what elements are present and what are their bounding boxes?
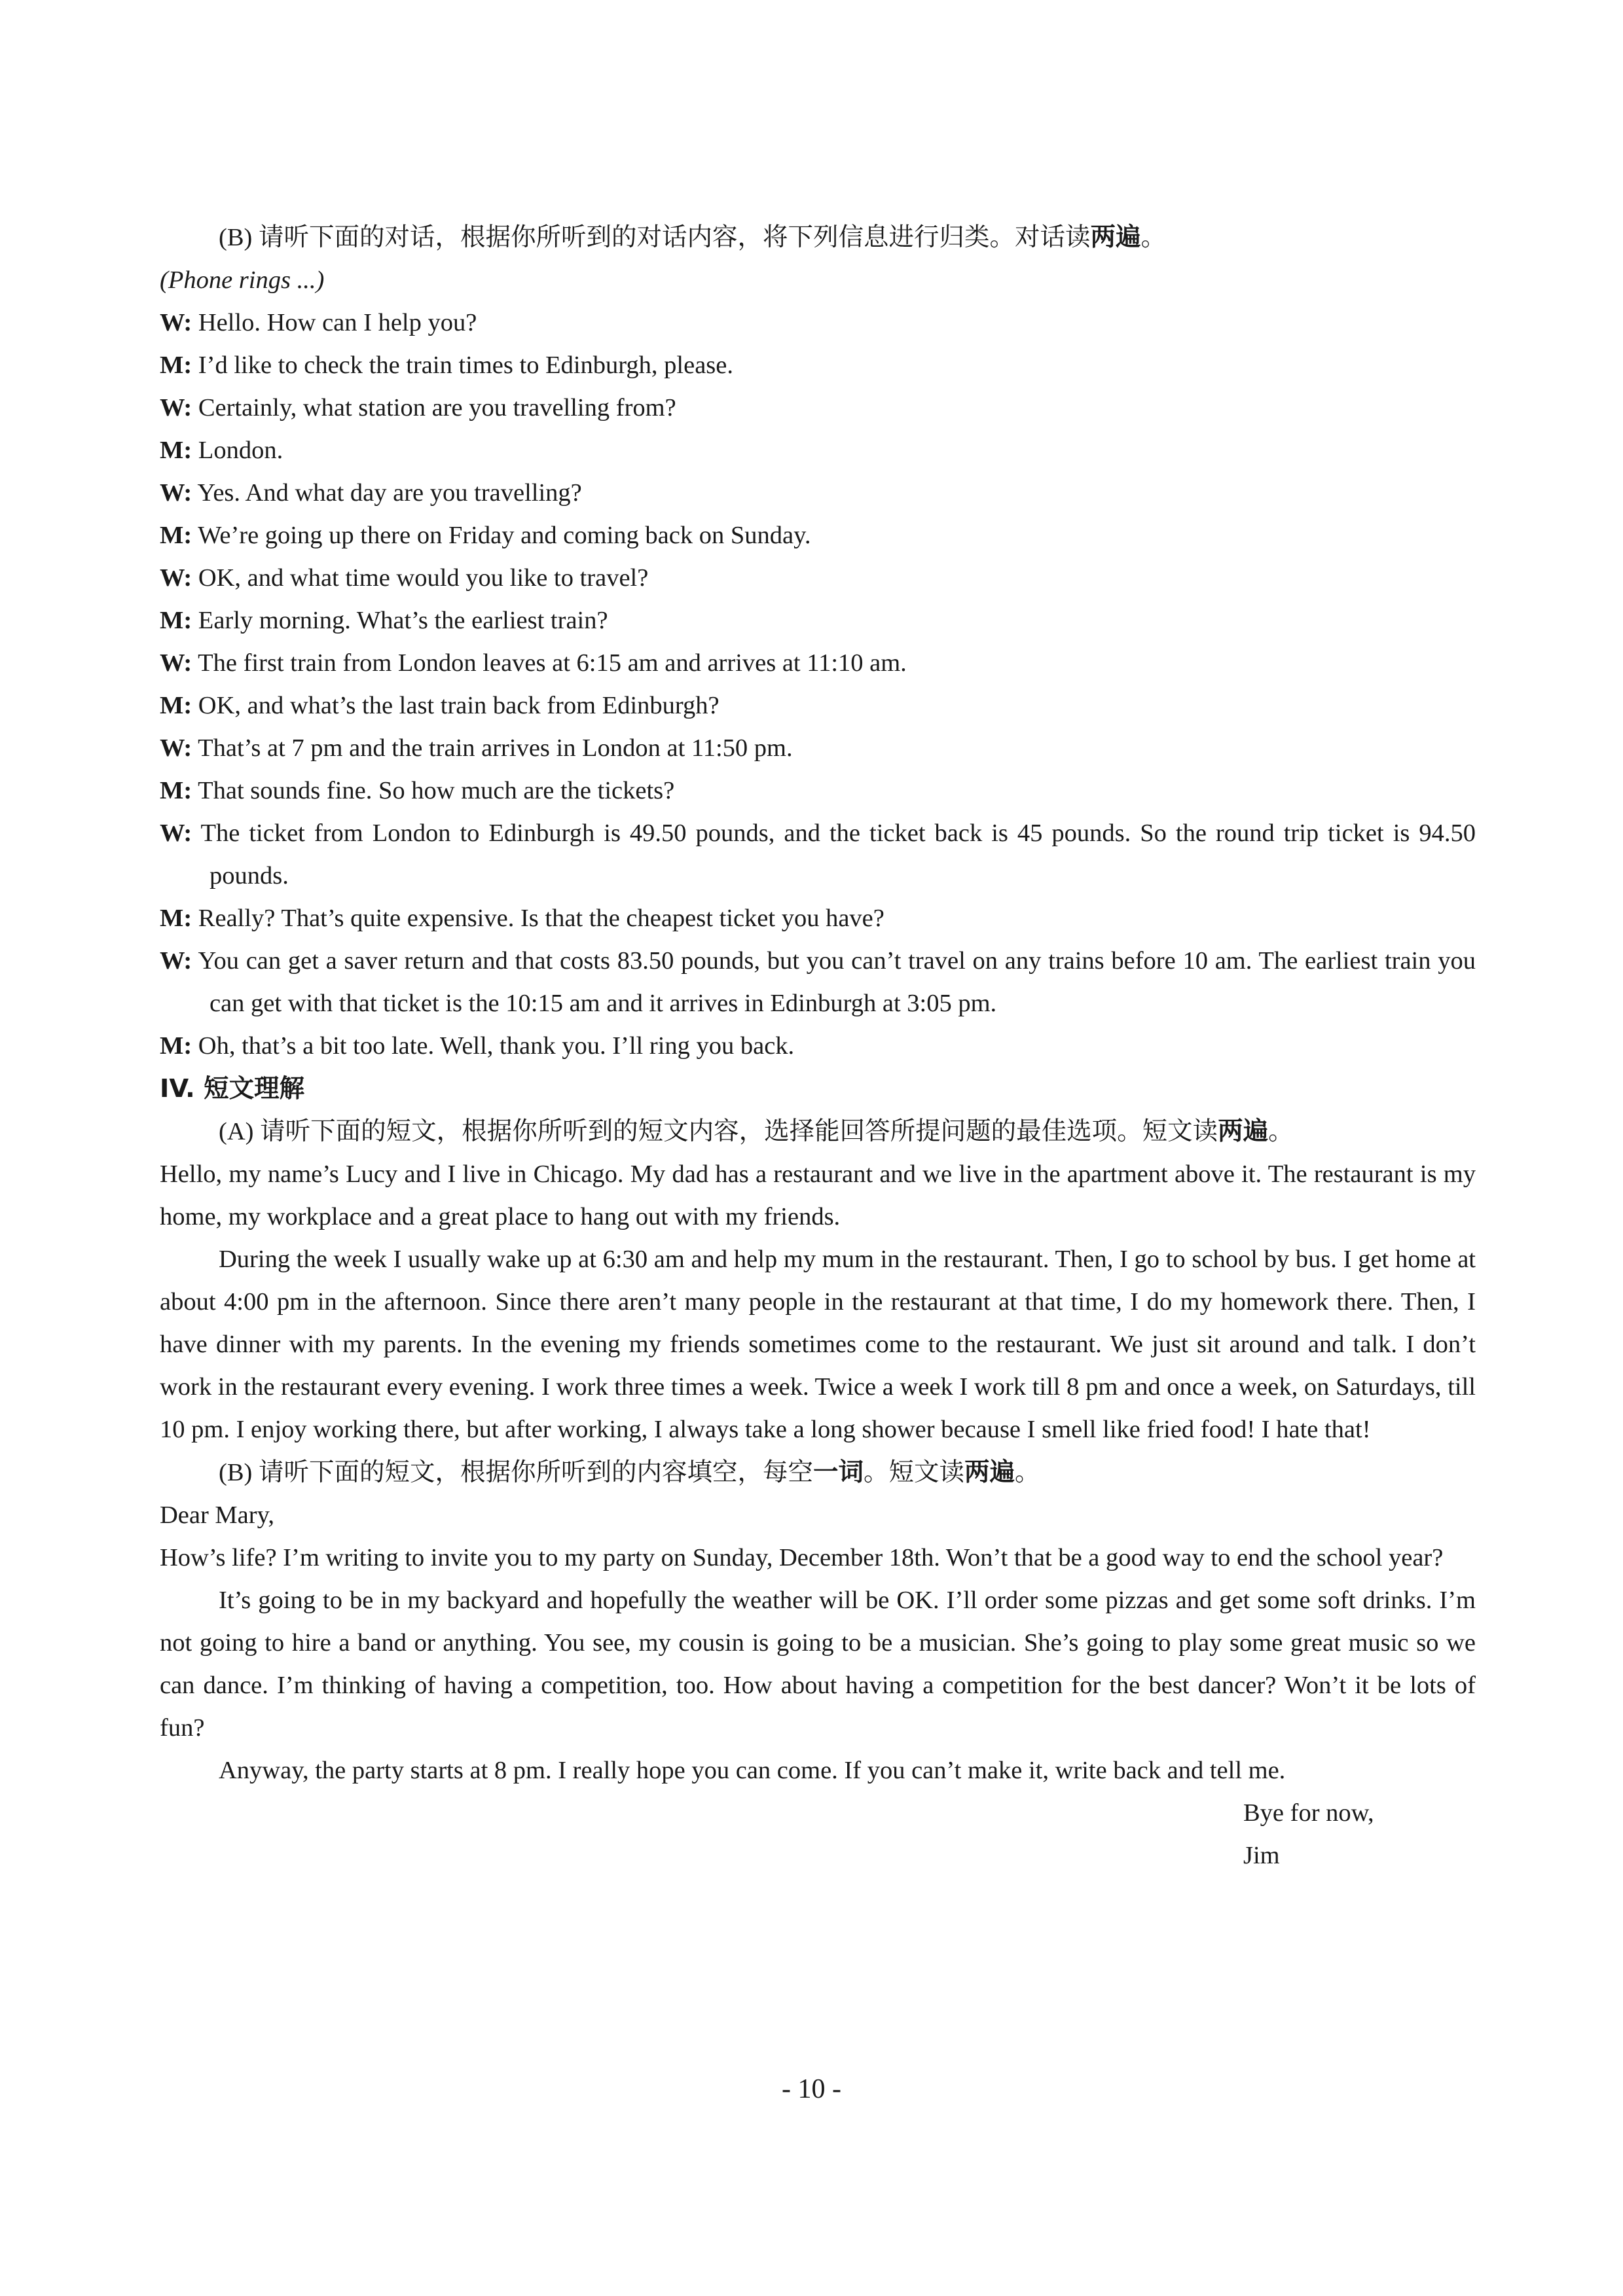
speaker-label: M: [160, 522, 192, 549]
dialogue-line [160, 812, 1476, 897]
page-number: - 10 - [782, 2074, 841, 2104]
dialogue-line [160, 897, 1476, 940]
dialogue-text: You can get a saver return and that costs 83.50 pounds, but you can’t travel on any trains before 10 am. The earliest train you can get with that ticket is the 10:15 am and it arrives in Edinburgh at 3:05 pm. [192, 947, 1476, 1017]
speaker-label: W: [160, 394, 192, 422]
dialogue-text: OK, and what’s the last train back from Edinburgh? [192, 692, 720, 719]
dialogue-line [160, 727, 1476, 770]
speaker-label: M: [160, 692, 192, 719]
speaker-label: M: [160, 437, 192, 464]
passage-a-paragraph-1: Hello, my name’s Lucy and I live in Chicago. My dad has a restaurant and we live in the apartment above it. The restaurant is my home, my workplace and a great place to hang out with my friends. [160, 1160, 1476, 1230]
dialogue-line [160, 557, 1476, 600]
dialogue-text: Oh, that’s a bit too late. Well, thank you. I’ll ring you back. [192, 1032, 795, 1060]
letter-paragraph-3: Anyway, the party starts at 8 pm. I really hope you can come. If you can’t make it, write back and tell me. [219, 1757, 1286, 1784]
speaker-label: W: [160, 564, 192, 592]
speaker-label: M: [160, 607, 192, 634]
section-b-passage-instruction: (B) 请听下面的短文，根据你所听到的内容填空，每空一词。短文读两遍。 [219, 1458, 1040, 1487]
section-label: (B) [219, 224, 253, 251]
dialogue-text: London. [192, 437, 283, 464]
section-label: (A) [219, 1118, 254, 1145]
dialogue-text: Early morning. What’s the earliest train? [192, 607, 608, 634]
dialogue-line [160, 387, 1476, 429]
dialogue-text: That’s at 7 pm and the train arrives in London at 11:50 pm. [192, 734, 793, 762]
dialogue-line [160, 685, 1476, 727]
letter-signature: Jim [1243, 1842, 1280, 1869]
dialogue [160, 302, 1476, 1067]
dialogue-line [160, 472, 1476, 514]
dialogue-line [160, 302, 1476, 344]
speaker-label: W: [160, 309, 192, 336]
page-content [160, 216, 1476, 1877]
speaker-label: W: [160, 819, 192, 847]
section-a-instruction: (A) 请听下面的短文，根据你所听到的短文内容，选择能回答所提问题的最佳选项。短文读两遍。 [219, 1117, 1294, 1146]
speaker-label: M: [160, 351, 192, 379]
dialogue-line [160, 600, 1476, 642]
dialogue-line [160, 940, 1476, 1025]
dialogue-line [160, 344, 1476, 387]
dialogue-text: That sounds fine. So how much are the tickets? [192, 777, 675, 804]
letter-closing: Bye for now, [1243, 1799, 1374, 1827]
letter-paragraph-2: It’s going to be in my backyard and hopefully the weather will be OK. I’ll order some pizzas and get some soft drinks. I’m not going to hire a band or anything. You see, my cousin is going to be a musician. She’s going to play some great music so we can dance. I’m thinking of having a competition, too. How about having a competition for the best dancer? Won’t it be lots of fun? [160, 1587, 1476, 1742]
dialogue-line [160, 1025, 1476, 1067]
dialogue-text: The ticket from London to Edinburgh is 49.50 pounds, and the ticket back is 45 pounds. So the round trip ticket is 94.50 pounds. [192, 819, 1476, 889]
dialogue-line [160, 642, 1476, 685]
dialogue-text: OK, and what time would you like to travel? [192, 564, 649, 592]
dialogue-text: Hello. How can I help you? [192, 309, 477, 336]
speaker-label: W: [160, 649, 192, 677]
speaker-label: M: [160, 1032, 192, 1060]
dialogue-text: Yes. And what day are you travelling? [192, 479, 582, 507]
speaker-label: W: [160, 479, 192, 507]
speaker-label: M: [160, 777, 192, 804]
dialogue-text: The first train from London leaves at 6:15 am and arrives at 11:10 am. [192, 649, 907, 677]
dialogue-line [160, 770, 1476, 812]
letter-paragraph-1: How’s life? I’m writing to invite you to my party on Sunday, December 18th. Won’t that be a good way to end the school year? [160, 1544, 1444, 1571]
speaker-label: W: [160, 734, 192, 762]
speaker-label: W: [160, 947, 192, 975]
dialogue-text: Really? That’s quite expensive. Is that the cheapest ticket you have? [192, 905, 884, 932]
letter-greeting: Dear Mary, [160, 1501, 274, 1529]
section-b-dialogue-instruction: (B) 请听下面的对话，根据你所听到的对话内容，将下列信息进行归类。对话读两遍。 [219, 223, 1166, 252]
dialogue-line [160, 429, 1476, 472]
speaker-label: M: [160, 905, 192, 932]
dialogue-line [160, 514, 1476, 557]
dialogue-text: I’d like to check the train times to Edinburgh, please. [192, 351, 733, 379]
section-label: (B) [219, 1459, 253, 1486]
dialogue-text: We’re going up there on Friday and coming back on Sunday. [192, 522, 811, 549]
section-iv-heading: IV. 短文理解 [160, 1074, 305, 1103]
dialogue-text: Certainly, what station are you travelling from? [192, 394, 676, 422]
passage-a-paragraph-2: During the week I usually wake up at 6:30 am and help my mum in the restaurant. Then, I go to school by bus. I get home at about 4:00 pm in the afternoon. Since there aren’t many people in the restaurant at that time, I do my homework there. Then, I have dinner with my parents. In the evening my friends sometimes come to the restaurant. We just sit around and talk. I don’t work in the restaurant every evening. I work three times a week. Twice a week I work till 8 pm and once a week, on Saturdays, till 10 pm. I enjoy working there, but after working, I always take a long shower because I smell like fried food! I hate that! [160, 1246, 1476, 1443]
stage-direction: (Phone rings ...) [160, 266, 325, 294]
